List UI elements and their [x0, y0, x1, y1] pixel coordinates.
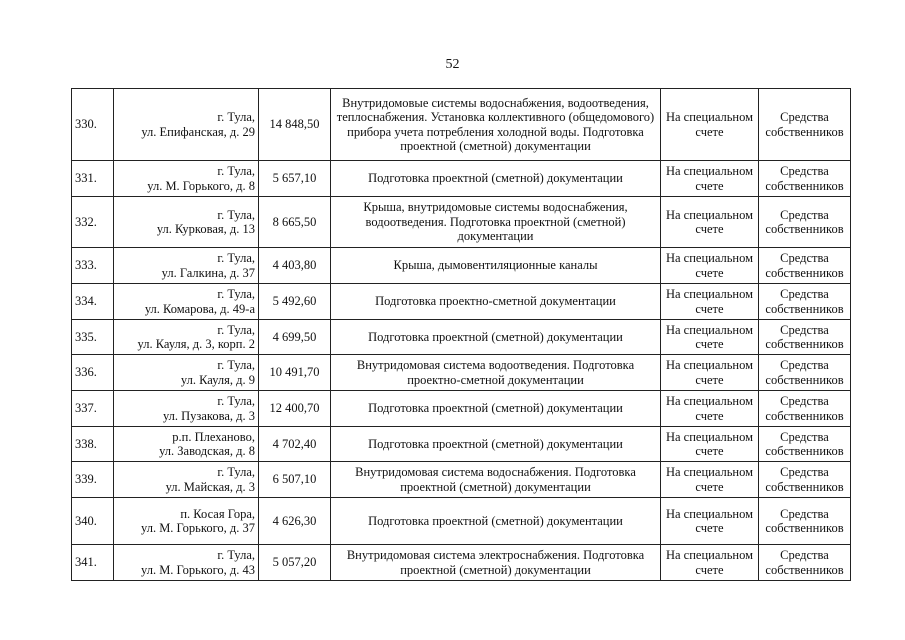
table-row — [72, 355, 851, 391]
row-number: 337. — [72, 391, 114, 427]
table-row — [72, 498, 851, 545]
amount-cell: 4 702,40 — [259, 427, 331, 462]
address-city: г. Тула, — [217, 394, 255, 408]
address-city: г. Тула, — [217, 251, 255, 265]
address-cell — [114, 197, 259, 248]
work-description: Подготовка проектной (сметной) документации — [331, 391, 661, 427]
address-city: г. Тула, — [217, 465, 255, 479]
address-cell — [114, 161, 259, 197]
row-number: 341. — [72, 545, 114, 581]
amount-cell: 4 699,50 — [259, 320, 331, 355]
row-number: 340. — [72, 498, 114, 545]
funding-method: На специальном счете — [661, 427, 759, 462]
address-city: г. Тула, — [217, 110, 255, 124]
work-description: Внутридомовые системы водоснабжения, водоотведения, теплоснабжения. Установка коллективного (общедомового) прибора учета потребления холодной воды. Подготовка проектной (сметной) документации — [331, 89, 661, 161]
address-street: ул. М. Горького, д. 43 — [141, 562, 255, 577]
works-table — [71, 88, 851, 581]
work-description: Внутридомовая система водоснабжения. Подготовка проектной (сметной) документации — [331, 462, 661, 498]
funding-source: Средства собственников — [759, 320, 851, 355]
funding-method: На специальном счете — [661, 498, 759, 545]
address-street: ул. Кауля, д. 3, корп. 2 — [137, 337, 255, 351]
funding-method: На специальном счете — [661, 391, 759, 427]
address-cell — [114, 391, 259, 427]
address-street: ул. Курковая, д. 13 — [156, 222, 255, 236]
amount-cell: 5 492,60 — [259, 284, 331, 320]
amount-cell: 5 657,10 — [259, 161, 331, 197]
address-city: р.п. Плеханово, — [172, 429, 255, 444]
funding-method: На специальном счете — [661, 462, 759, 498]
address-cell — [114, 498, 259, 545]
amount-cell: 14 848,50 — [259, 89, 331, 161]
table-row — [72, 462, 851, 498]
work-description: Подготовка проектной (сметной) документации — [331, 498, 661, 545]
row-number: 339. — [72, 462, 114, 498]
funding-method: На специальном счете — [661, 89, 759, 161]
funding-source: Средства собственников — [759, 545, 851, 581]
work-description: Крыша, дымовентиляционные каналы — [331, 248, 661, 284]
funding-source: Средства собственников — [759, 391, 851, 427]
table-row — [72, 320, 851, 355]
funding-method: На специальном счете — [661, 284, 759, 320]
table-row — [72, 545, 851, 581]
address-street: ул. Кауля, д. 9 — [180, 372, 255, 387]
row-number: 331. — [72, 161, 114, 197]
work-description: Крыша, внутридомовые системы водоснабжения, водоотведения. Подготовка проектной (сметной) документации — [331, 197, 661, 248]
row-number: 334. — [72, 284, 114, 320]
address-street: ул. Комарова, д. 49-а — [144, 301, 255, 316]
row-number: 338. — [72, 427, 114, 462]
funding-method: На специальном счете — [661, 320, 759, 355]
table-row — [72, 391, 851, 427]
row-number: 330. — [72, 89, 114, 161]
address-cell — [114, 355, 259, 391]
row-number: 335. — [72, 320, 114, 355]
funding-method: На специальном счете — [661, 355, 759, 391]
work-description: Подготовка проектно-сметной документации — [331, 284, 661, 320]
amount-cell: 12 400,70 — [259, 391, 331, 427]
address-street: ул. М. Горького, д. 8 — [147, 178, 255, 193]
table-row — [72, 89, 851, 161]
address-cell — [114, 427, 259, 462]
work-description: Внутридомовая система электроснабжения. Подготовка проектной (сметной) документации — [331, 545, 661, 581]
address-city: п. Косая Гора, — [180, 506, 255, 521]
address-cell — [114, 89, 259, 161]
address-street: ул. Пузакова, д. 3 — [162, 408, 255, 423]
address-city: г. Тула, — [217, 207, 255, 222]
table-row — [72, 248, 851, 284]
address-city: г. Тула, — [217, 548, 255, 562]
work-description: Подготовка проектной (сметной) документации — [331, 320, 661, 355]
table-row — [72, 197, 851, 248]
page-number: 52 — [445, 57, 460, 72]
address-cell — [114, 320, 259, 355]
address-city: г. Тула, — [217, 322, 255, 337]
funding-source: Средства собственников — [759, 197, 851, 248]
funding-method: На специальном счете — [661, 197, 759, 248]
work-description: Подготовка проектной (сметной) документации — [331, 427, 661, 462]
amount-cell: 6 507,10 — [259, 462, 331, 498]
row-number: 332. — [72, 197, 114, 248]
funding-source: Средства собственников — [759, 161, 851, 197]
row-number: 336. — [72, 355, 114, 391]
address-city: г. Тула, — [217, 358, 255, 372]
funding-source: Средства собственников — [759, 355, 851, 391]
address-street: ул. Епифанская, д. 29 — [141, 124, 255, 139]
funding-source: Средства собственников — [759, 248, 851, 284]
funding-source: Средства собственников — [759, 427, 851, 462]
address-street: ул. Майская, д. 3 — [165, 479, 255, 494]
address-street: ул. Галкина, д. 37 — [161, 265, 255, 280]
amount-cell: 4 626,30 — [259, 498, 331, 545]
table-row — [72, 161, 851, 197]
funding-source: Средства собственников — [759, 498, 851, 545]
amount-cell: 8 665,50 — [259, 197, 331, 248]
funding-source: Средства собственников — [759, 89, 851, 161]
amount-cell: 4 403,80 — [259, 248, 331, 284]
amount-cell: 10 491,70 — [259, 355, 331, 391]
address-cell — [114, 248, 259, 284]
address-street: ул. Заводская, д. 8 — [159, 444, 255, 458]
row-number: 333. — [72, 248, 114, 284]
funding-method: На специальном счете — [661, 161, 759, 197]
table-row — [72, 284, 851, 320]
table-row — [72, 427, 851, 462]
funding-source: Средства собственников — [759, 284, 851, 320]
work-description: Подготовка проектной (сметной) документации — [331, 161, 661, 197]
address-cell — [114, 462, 259, 498]
address-cell — [114, 284, 259, 320]
address-city: г. Тула, — [217, 164, 255, 178]
amount-cell: 5 057,20 — [259, 545, 331, 581]
address-cell — [114, 545, 259, 581]
work-description: Внутридомовая система водоотведения. Подготовка проектно-сметной документации — [331, 355, 661, 391]
funding-method: На специальном счете — [661, 248, 759, 284]
funding-source: Средства собственников — [759, 462, 851, 498]
address-city: г. Тула, — [217, 287, 255, 301]
address-street: ул. М. Горького, д. 37 — [141, 521, 255, 535]
funding-method: На специальном счете — [661, 545, 759, 581]
